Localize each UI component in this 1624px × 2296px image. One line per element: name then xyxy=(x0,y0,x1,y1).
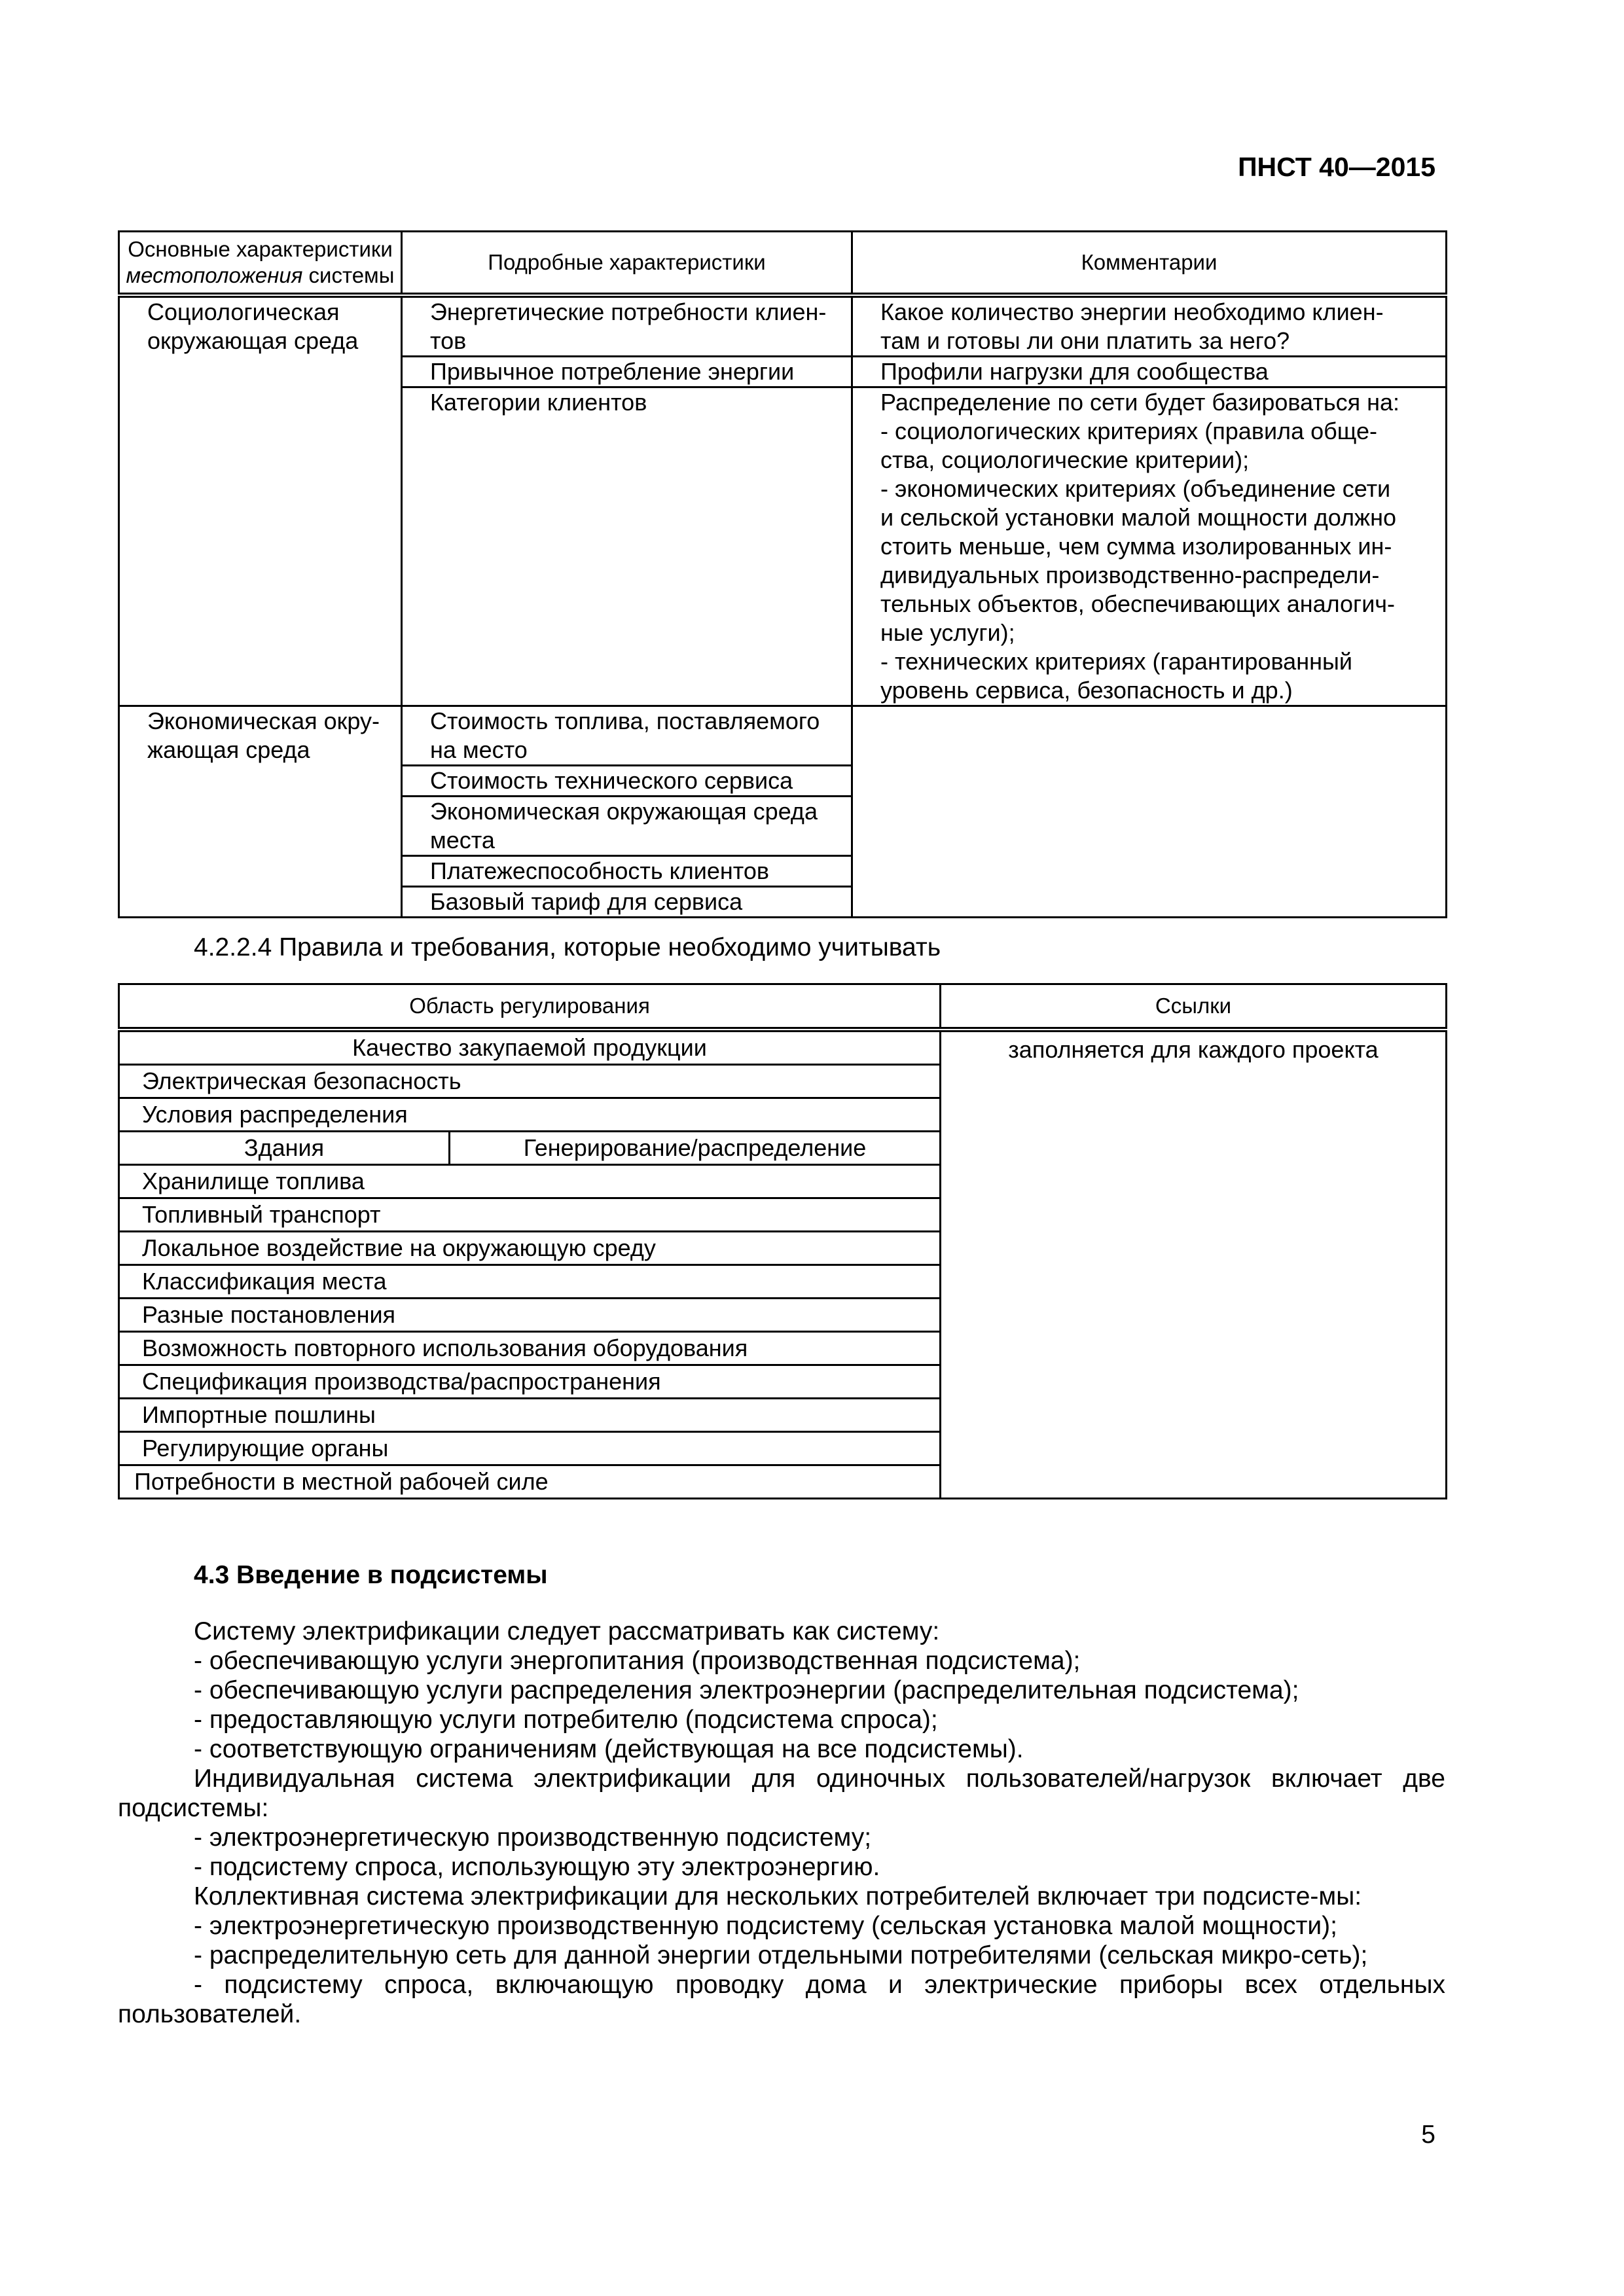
table1-header-main xyxy=(119,232,402,296)
regulation-row: Регулирующие органы xyxy=(119,1432,941,1465)
table1-header-detail: Подробные характеристики xyxy=(402,232,852,296)
regulation-generation: Генерирование/распределение xyxy=(450,1132,941,1165)
list-item: - соответствующую ограничениям (действующая на все подсистемы). xyxy=(194,1735,1024,1763)
regulation-row: Хранилище топлива xyxy=(119,1165,941,1198)
paragraph: Коллективная система электрификации для нескольких потребителей включает три подсисте-мы: xyxy=(194,1882,1362,1910)
regulation-row: Условия распределения xyxy=(119,1098,941,1132)
list-item: - электроэнергетическую производственную подсистему; xyxy=(194,1823,872,1852)
regulation-row: Импортные пошлины xyxy=(119,1399,941,1432)
table1-header-main-line1: Основные характеристики xyxy=(128,237,393,261)
paragraph: Индивидуальная система электрификации для одиночных пользователей/нагрузок включает две подсистемы: xyxy=(118,1765,1445,1822)
comment-cell-empty xyxy=(852,706,1447,918)
paragraph: Систему электрификации следует рассматривать как систему: xyxy=(194,1617,940,1645)
list-item: - подсистему спроса, включающую проводку дома и электрические приборы всех отдельных пользователей. xyxy=(118,1971,1445,2028)
list-item: - распределительную сеть для данной энергии отдельными потребителями (сельская микро-сеть); xyxy=(194,1941,1368,1969)
list-item: - обеспечивающую услуги распределения электроэнергии (распределительная подсистема); xyxy=(194,1676,1299,1704)
table1-header-comments: Комментарии xyxy=(852,232,1447,296)
section-title: 4.3 Введение в подсистемы xyxy=(194,1561,548,1589)
detail-cell: Стоимость технического сервиса xyxy=(402,766,852,797)
regulation-row: Разные постановления xyxy=(119,1299,941,1332)
regulation-buildings: Здания xyxy=(119,1132,450,1165)
list-item: - обеспечивающую услуги энергопитания (производственная подсистема); xyxy=(194,1647,1081,1675)
detail-cell: Категории клиентов xyxy=(402,387,852,706)
table1-header-main-rest: системы xyxy=(302,263,395,287)
detail-cell: Привычное потребление энергии xyxy=(402,357,852,387)
regulation-row: Классификация места xyxy=(119,1265,941,1299)
group-social-label: Социологическая окружающая среда xyxy=(119,295,402,706)
regulations-table xyxy=(118,983,1447,1499)
refs-cell: заполняется для каждого проекта xyxy=(941,1030,1447,1499)
regulation-row: Локальное воздействие на окружающую среду xyxy=(119,1232,941,1265)
detail-cell: Стоимость топлива, поставляемого на место xyxy=(402,706,852,766)
comment-cell: Какое количество энергии необходимо клиен- там и готовы ли они платить за него? xyxy=(852,295,1447,357)
table2-header-refs: Ссылки xyxy=(941,984,1447,1030)
regulation-row: Спецификация производства/распространения xyxy=(119,1365,941,1399)
detail-cell: Базовый тариф для сервиса xyxy=(402,887,852,918)
table2-header-area: Область регулирования xyxy=(119,984,941,1030)
table1-header-main-em: местоположения xyxy=(126,263,303,287)
characteristics-table xyxy=(118,230,1447,918)
detail-cell: Платежеспособность клиентов xyxy=(402,856,852,887)
regulation-row: Топливный транспорт xyxy=(119,1198,941,1232)
detail-cell: Экономическая окружающая среда места xyxy=(402,797,852,856)
list-item: - электроэнергетическую производственную подсистему (сельская установка малой мощности); xyxy=(194,1912,1337,1940)
list-item: - предоставляющую услуги потребителю (подсистема спроса); xyxy=(194,1706,938,1734)
detail-cell: Энергетические потребности клиен- тов xyxy=(402,295,852,357)
regulation-row: Качество закупаемой продукции xyxy=(119,1030,941,1065)
document-code: ПНСТ 40—2015 xyxy=(1238,152,1435,182)
regulation-row: Потребности в местной рабочей силе xyxy=(119,1465,941,1499)
page-number: 5 xyxy=(1421,2121,1435,2149)
group-economic-label: Экономическая окру- жающая среда xyxy=(119,706,402,918)
subsection-title: 4.2.2.4 Правила и требования, которые необходимо учитывать xyxy=(194,933,941,961)
regulation-row: Возможность повторного использования оборудования xyxy=(119,1332,941,1365)
list-item: - подсистему спроса, использующую эту электроэнергию. xyxy=(194,1853,880,1881)
comment-cell: Профили нагрузки для сообщества xyxy=(852,357,1447,387)
regulation-row: Электрическая безопасность xyxy=(119,1065,941,1098)
comment-cell: Распределение по сети будет базироваться на: - социологических критериях (правила обще- ства, социологические критерии); - экономических критериях (объединение сети и сельской установки малой мощности должно стоить меньше, чем сумма изолированных ин- дивидуальных производственно-распредели- тельных объектов, обеспечивающих аналогич- ные услуги); - технических критериях (гарантированный уровень сервиса, безопасность и др.) xyxy=(852,387,1447,706)
section-body xyxy=(118,1617,1445,2029)
